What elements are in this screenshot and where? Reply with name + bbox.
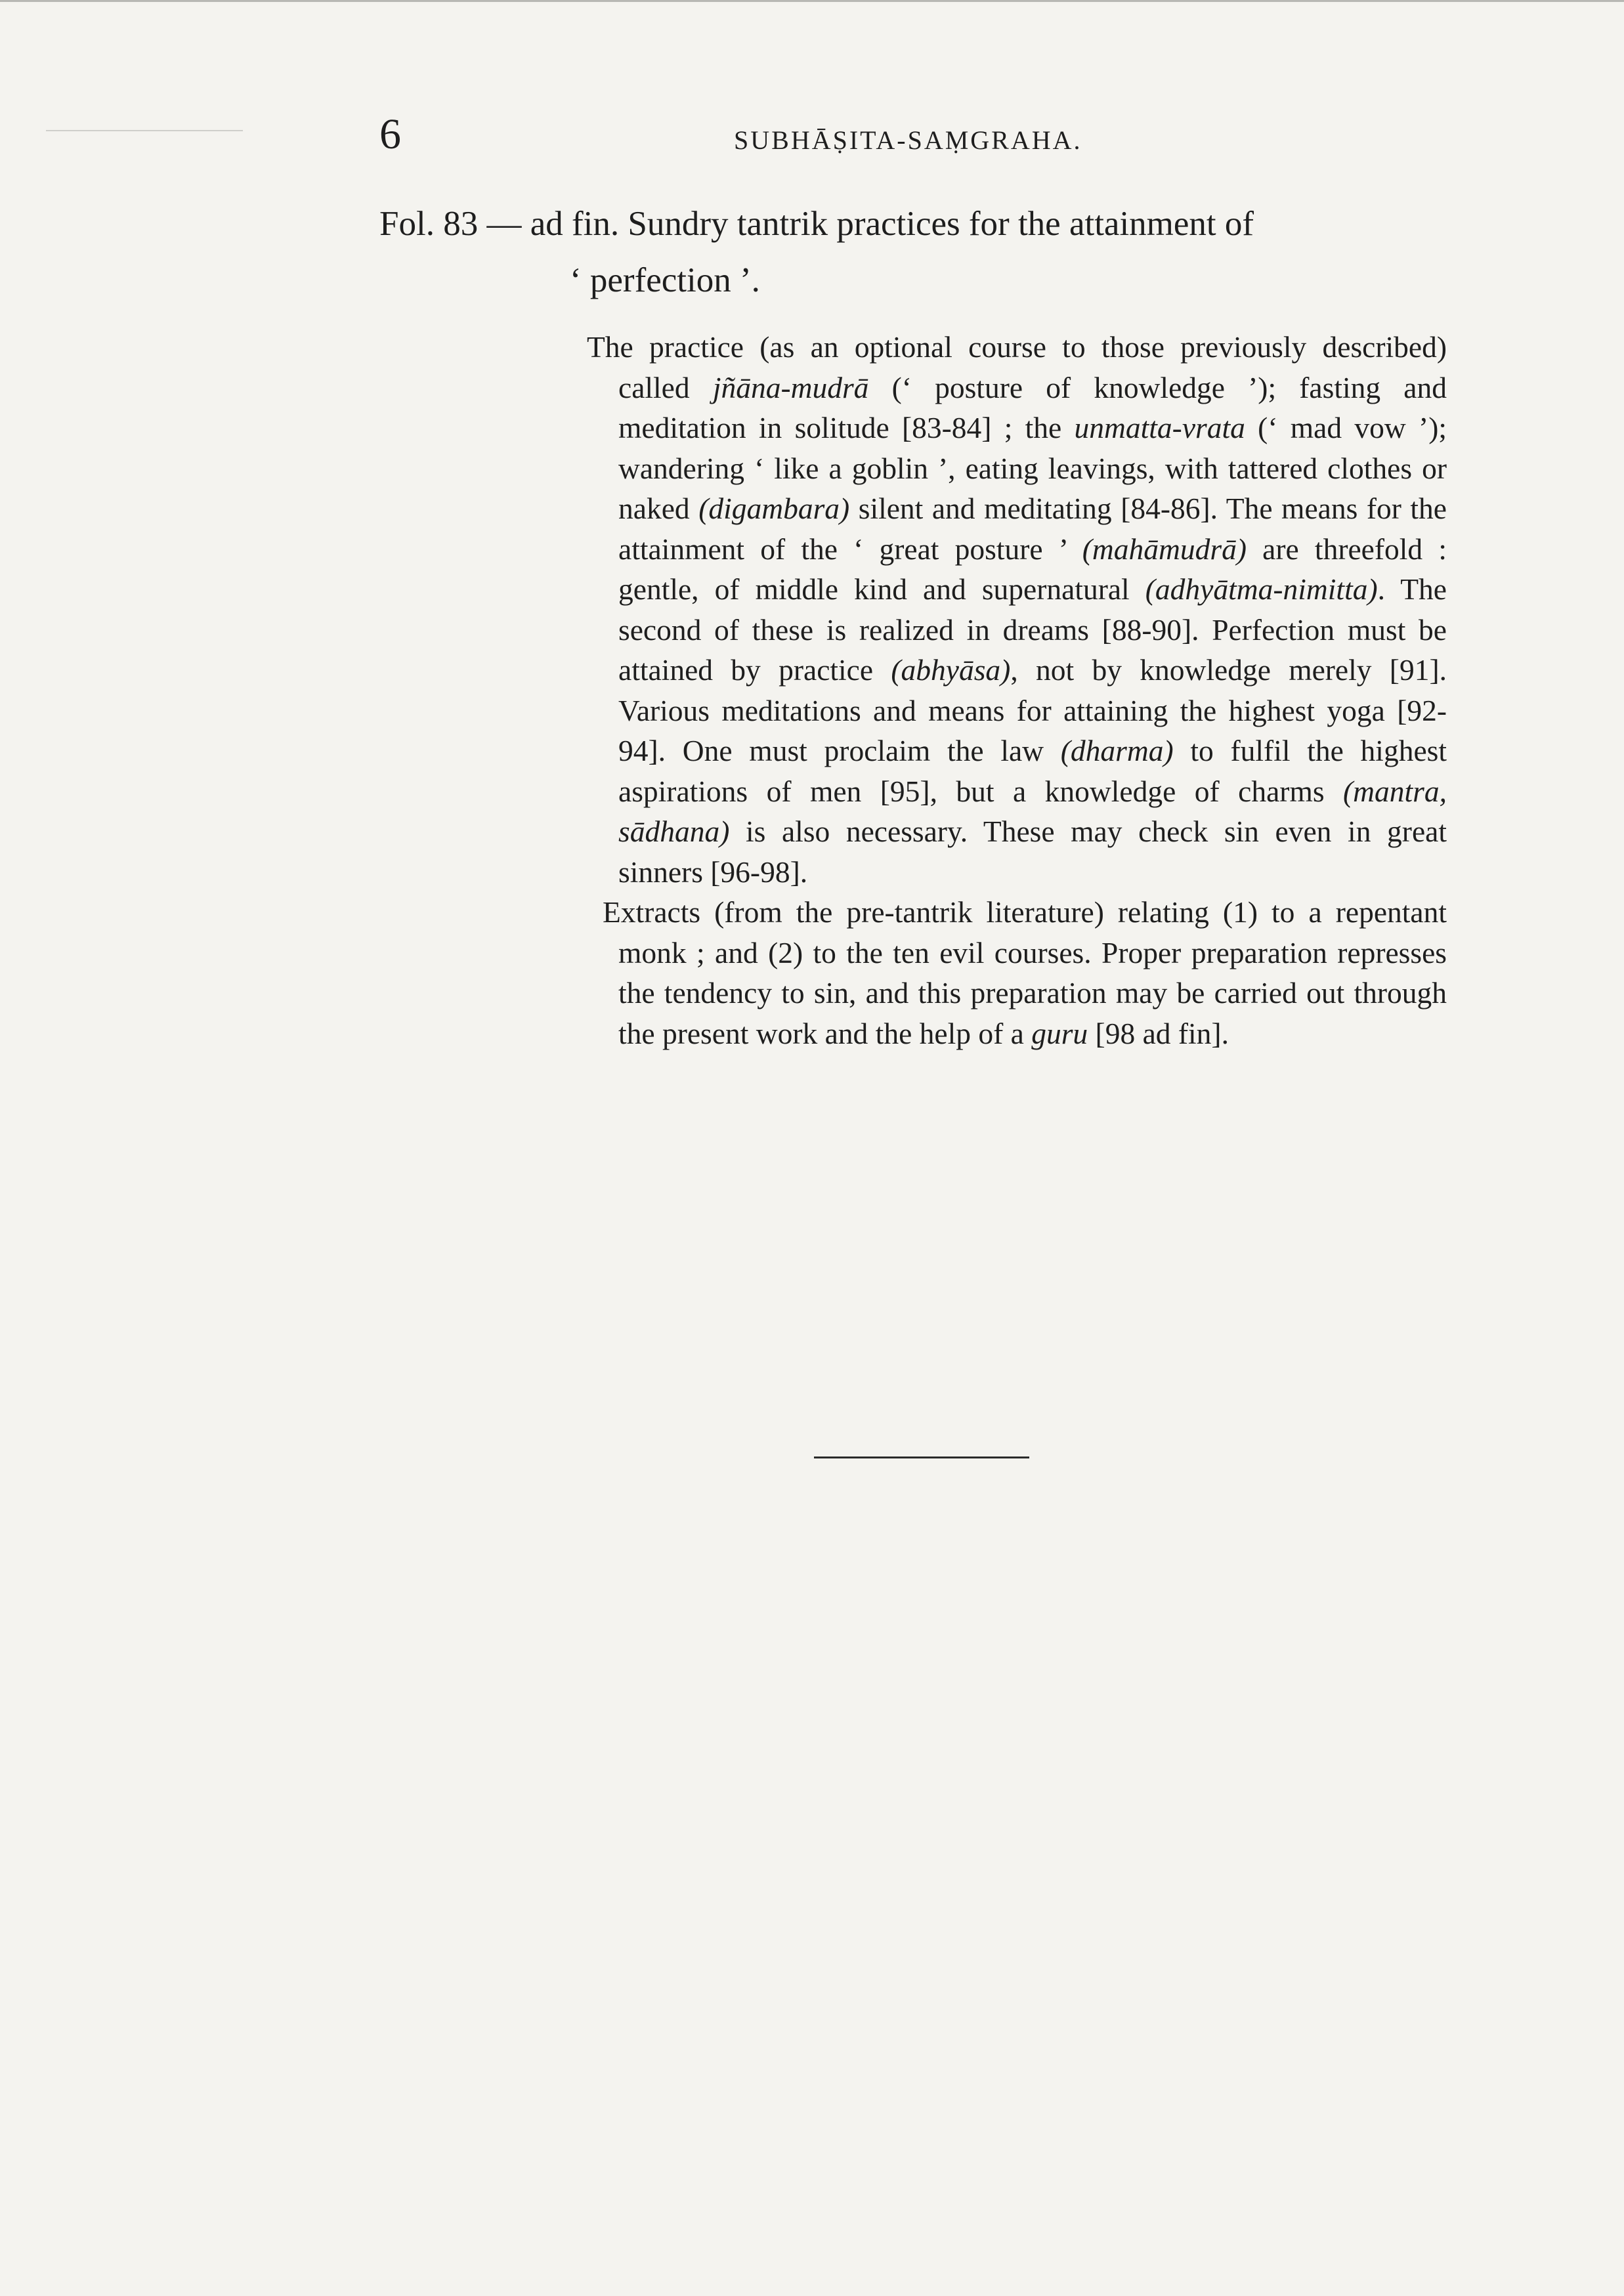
entry-heading-line-1 <box>379 196 1456 252</box>
text-run: is also necessary. These may check sin even in great sinners [96-98]. <box>618 815 1447 889</box>
sanskrit-term: (abhyāsa) <box>891 653 1011 687</box>
paragraph-extracts <box>587 892 1447 1053</box>
heading-text: ad fin. Sundry tantrik practices for the attainment of <box>530 205 1254 243</box>
sanskrit-term: unmatta-vrata <box>1074 411 1245 444</box>
entry-heading-line-2: ‘ perfection ’. <box>570 261 760 299</box>
text-run: [98 ad fin]. <box>1088 1016 1229 1050</box>
margin-mark <box>46 130 243 131</box>
text-run: Extracts (from the pre-tantrik literature) relating (1) to a repentant monk ; and (2) to the ten evil courses. Proper preparation represses the tendency to sin, and this preparation may be carried out through the present work and the help of a <box>603 895 1447 1050</box>
paragraph-practices <box>587 327 1447 892</box>
folio-reference: Fol. 83 <box>379 205 479 243</box>
sanskrit-term: (digambara) <box>698 492 850 525</box>
text-run: . The second of these is realized in dreams [88-90]. Perfection must be attained by practice <box>618 572 1447 687</box>
section-end-rule <box>814 1456 1029 1458</box>
page-number: 6 <box>379 110 401 158</box>
text-run: The practice (as an optional course to those previously described) called <box>587 330 1447 404</box>
sanskrit-term: guru <box>1031 1016 1088 1050</box>
sanskrit-term: jñāna-mudrā <box>712 370 869 404</box>
sanskrit-term: (adhyātma-nimitta) <box>1145 572 1378 606</box>
entry-body <box>587 327 1447 1053</box>
text-run: are threefold : gentle, of middle kind and supernatural <box>618 532 1447 606</box>
text-run: , not by knowledge merely [91]. Various meditations and means for attaining the highest yoga [92-94]. One must proclaim the law <box>618 653 1447 767</box>
entry-heading <box>379 196 1456 308</box>
text-run: (‘ posture of knowledge ’); fasting and meditation in solitude [83-84] ; the <box>618 370 1447 444</box>
text-run: silent and meditating [84-86]. The means for the attainment of the ‘ great posture ’ <box>618 492 1447 566</box>
sanskrit-term: (mahāmudrā) <box>1082 532 1247 566</box>
sanskrit-term: (mantra, sādhana) <box>618 774 1447 848</box>
folio-dash: — <box>486 205 522 243</box>
top-edge-rule <box>0 0 1624 2</box>
sanskrit-term: (dharma) <box>1060 734 1174 767</box>
running-title: SUBHĀṢITA-SAṂGRAHA. <box>734 125 1082 155</box>
text-run: to fulfil the highest aspirations of men [95], but a knowledge of charms <box>618 734 1447 808</box>
text-run: (‘ mad vow ’); wandering ‘ like a goblin ’, eating leavings, with tattered clothes or naked <box>618 411 1447 525</box>
